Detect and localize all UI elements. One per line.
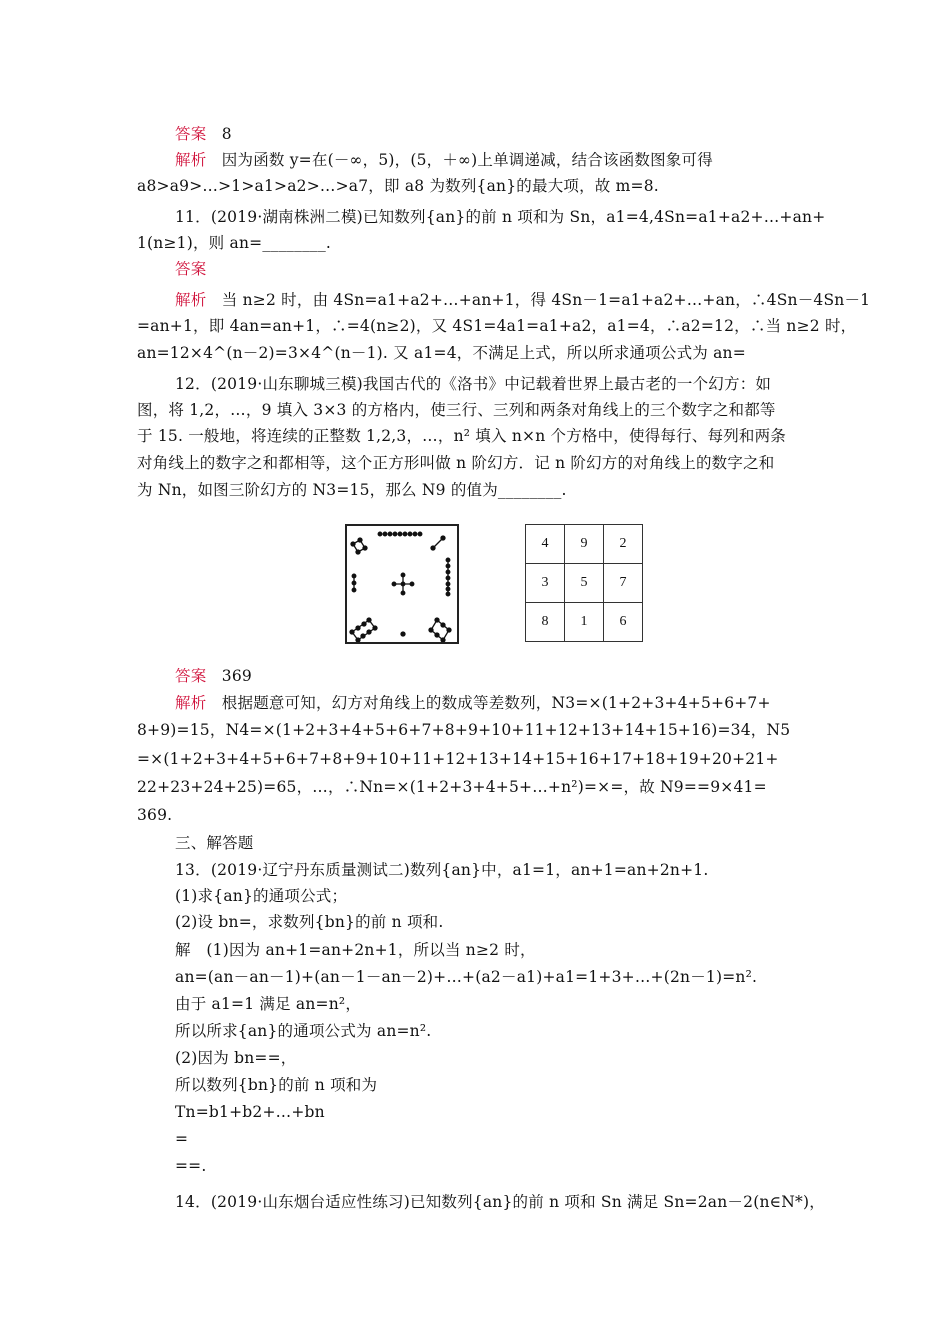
q13-solution-line-5: (2)因为 bn==， [175, 1049, 297, 1067]
luoshu-dots [347, 526, 457, 642]
q12-stem-line-3: 于 15. 一般地，将连续的正整数 1,2,3，…，n² 填入 n×n 个方格中，使得每行、每列和两条 [137, 427, 787, 445]
answer-label: 答案 [175, 125, 207, 143]
q11-analysis-line-1 [175, 289, 870, 311]
q11-stem-line-1: 11．(2019·湖南株洲二模)已知数列{an}的前 n 项和为 Sn，a1=4,4Sn=a1+a2+…+an+ [175, 208, 826, 226]
table-row [526, 525, 643, 564]
q13-solution-line-8: = [175, 1130, 189, 1148]
magic-square-cell: 9 [565, 525, 604, 564]
q10-analysis-line-1 [175, 149, 713, 171]
q12-answer-line [175, 665, 252, 687]
magic-square-cell: 3 [526, 564, 565, 603]
q11-answer-label: 答案 [175, 260, 207, 278]
magic-square-cell: 8 [526, 603, 565, 642]
q14-stem-line-1: 14．(2019·山东烟台适应性练习)已知数列{an}的前 n 项和 Sn 满足 Sn=2an－2(n∈N*)， [175, 1193, 825, 1211]
dots-two [431, 536, 445, 550]
dots-one [401, 632, 405, 636]
q10-answer-line [175, 123, 232, 145]
q13-stem: 13．(2019·辽宁丹东质量测试二)数列{an}中，a1=1，an+1=an+2n+1. [175, 861, 709, 879]
q13-solution-line-3: 由于 a1=1 满足 an=n²， [175, 995, 362, 1013]
table-row [526, 603, 643, 642]
analysis-label: 解析 [175, 291, 207, 309]
magic-square-cell: 2 [604, 525, 643, 564]
q13-solution-line-9: ==. [175, 1157, 207, 1175]
q11-analysis-line-2: =an+1，即 4an=an+1，∴=4(n≥2)，又 4S1=4a1=a1+a2，a1=4，∴a2=12，∴当 n≥2 时， [137, 317, 857, 335]
q12-analysis-line-4: 22+23+24+25)=65，…，∴Nn=×(1+2+3+4+5+…+n²)=×=，故 N9==9×41= [137, 778, 767, 796]
dots-nine [378, 532, 422, 536]
dots-four [351, 538, 367, 554]
q13-part-1: (1)求{an}的通项公式； [175, 887, 348, 905]
q13-solution-line-1: 解 (1)因为 an+1=an+2n+1，所以当 n≥2 时， [175, 941, 536, 959]
dots-six [429, 618, 451, 642]
q12-analysis-line-5: 369. [137, 806, 173, 824]
q12-stem-line-5: 为 Nn，如图三阶幻方的 N3=15，那么 N9 的值为________. [137, 481, 567, 499]
analysis-label: 解析 [175, 694, 207, 712]
dots-three [352, 574, 356, 592]
q12-analysis-line-1 [175, 692, 771, 714]
q11-analysis-line-3: an=12×4^(n－2)=3×4^(n－1). 又 a1=4，不满足上式，所以所求通项公式为 an= [137, 344, 746, 362]
magic-square-cell: 7 [604, 564, 643, 603]
dots-five [392, 573, 414, 595]
q12-stem-line-4: 对角线上的数字之和都相等，这个正方形叫做 n 阶幻方．记 n 阶幻方的对角线上的数字之和 [137, 454, 775, 472]
answer-value: 369 [221, 667, 252, 685]
q12-stem-line-2: 图，将 1,2，…，9 填入 3×3 的方格内，使三行、三列和两条对角线上的三个数字之和都等 [137, 401, 776, 419]
q12-stem-line-1: 12．(2019·山东聊城三模)我国古代的《洛书》中记载着世界上最古老的一个幻方：如 [175, 375, 772, 393]
magic-square-cell: 5 [565, 564, 604, 603]
analysis-text: 因为函数 y=在(－∞，5)，(5，＋∞)上单调递减，结合该函数图象可得 [221, 151, 713, 169]
table-row [526, 564, 643, 603]
magic-square-cell: 4 [526, 525, 565, 564]
answer-label: 答案 [175, 667, 207, 685]
dots-seven [446, 558, 450, 596]
magic-square-cell: 1 [565, 603, 604, 642]
magic-square-cell: 6 [604, 603, 643, 642]
q13-solution-line-7: Tn=b1+b2+…+bn [175, 1103, 325, 1121]
q13-solution-line-2: an=(an－an－1)+(an－1－an－2)+…+(a2－a1)+a1=1+3+…+(2n－1)=n². [175, 968, 758, 986]
q13-solution-line-4: 所以所求{an}的通项公式为 an=n². [175, 1022, 432, 1040]
analysis-label: 解析 [175, 151, 207, 169]
section-heading: 三、解答题 [175, 834, 254, 852]
q10-analysis-line-2: a8>a9>…>1>a1>a2>…>a7，即 a8 为数列{an}的最大项，故 m=8. [137, 177, 659, 195]
q12-analysis-line-2: 8+9)=15，N4=×(1+2+3+4+5+6+7+8+9+10+11+12+13+14+15+16)=34，N5 [137, 721, 791, 739]
analysis-text: 根据题意可知，幻方对角线上的数成等差数列，N3=×(1+2+3+4+5+6+7+ [221, 694, 771, 712]
magic-square-table [525, 524, 643, 642]
q13-part-2: (2)设 bn=，求数列{bn}的前 n 项和. [175, 913, 444, 931]
luoshu-figure [345, 524, 459, 644]
q13-solution-line-6: 所以数列{bn}的前 n 项和为 [175, 1076, 378, 1094]
answer-value: 8 [221, 125, 232, 143]
analysis-text: 当 n≥2 时，由 4Sn=a1+a2+…+an+1，得 4Sn－1=a1+a2+…+an，∴4Sn－4Sn－1 [221, 291, 871, 309]
dots-eight [350, 618, 377, 642]
q11-stem-line-2: 1(n≥1)，则 an=________. [137, 234, 332, 252]
q12-analysis-line-3: =×(1+2+3+4+5+6+7+8+9+10+11+12+13+14+15+16+17+18+19+20+21+ [137, 750, 779, 768]
